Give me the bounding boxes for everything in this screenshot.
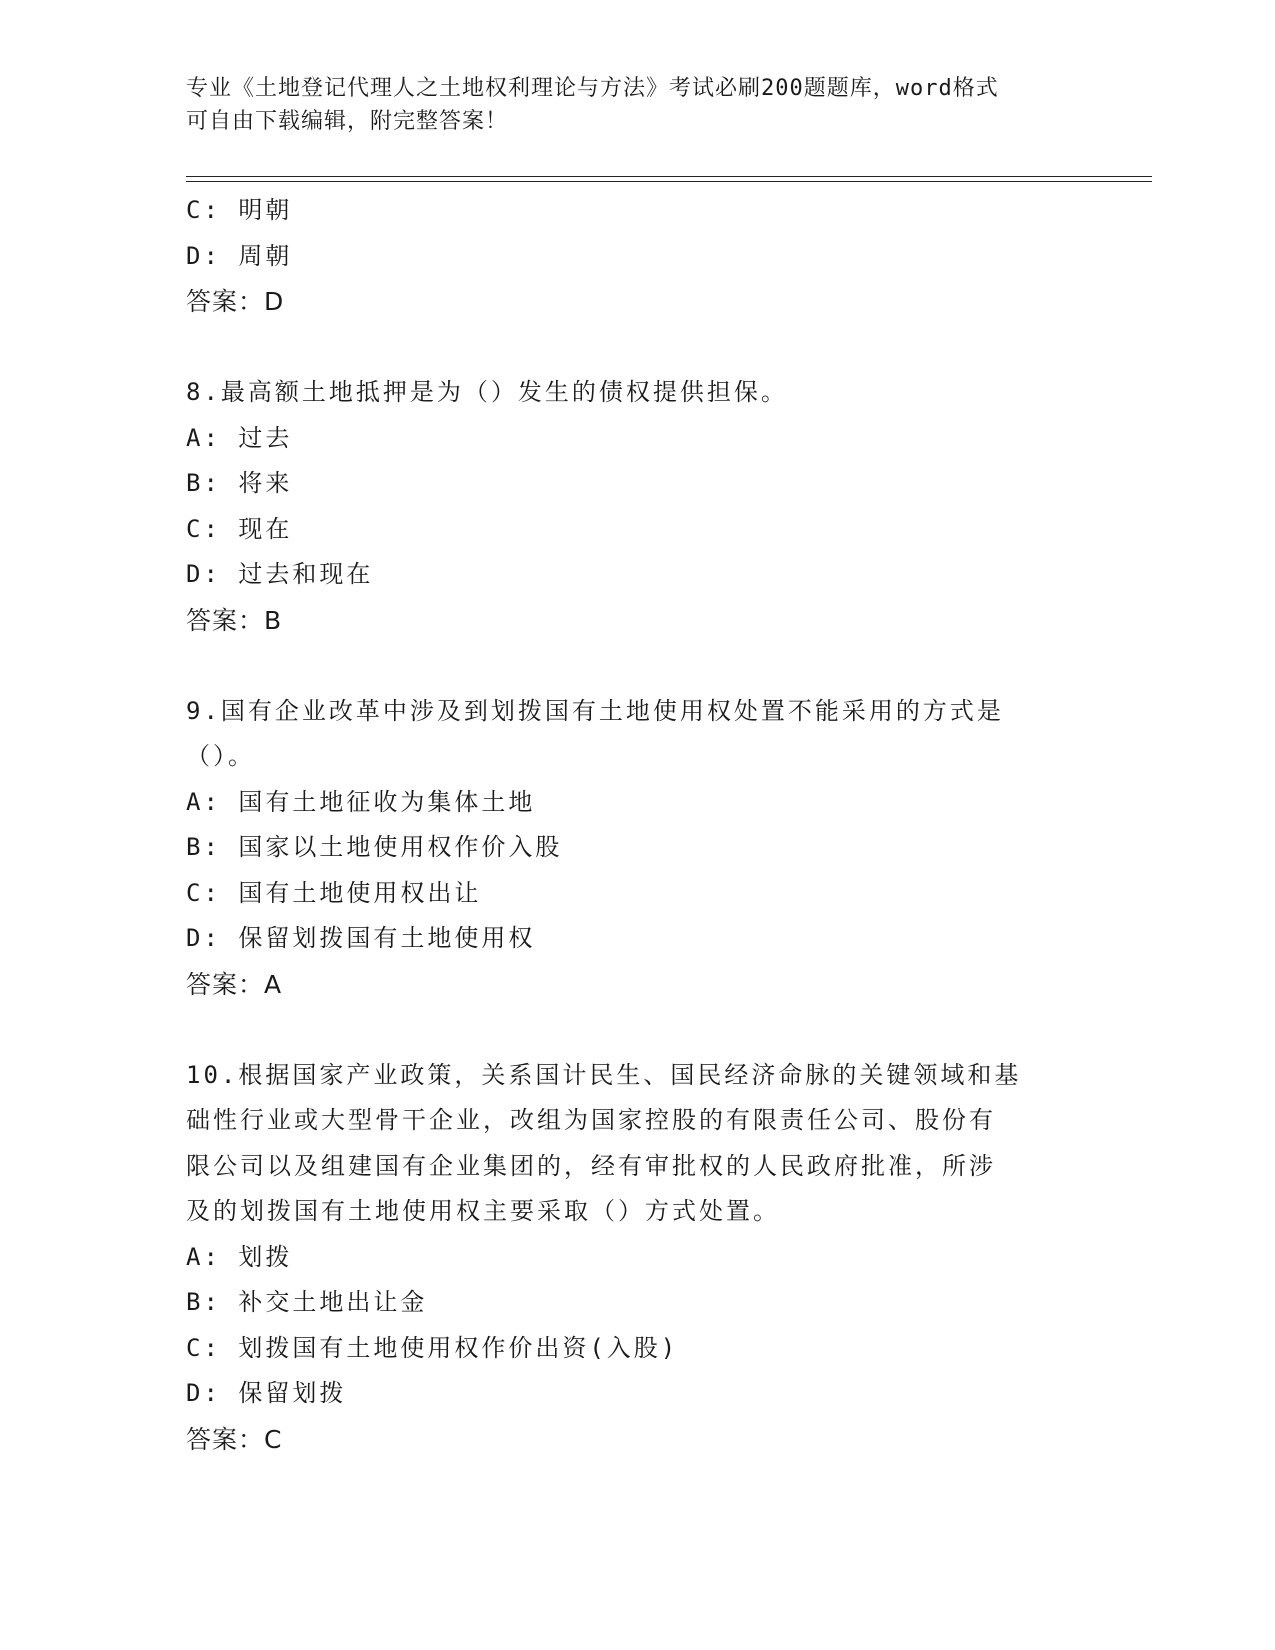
- option-d: D: 周朝: [186, 241, 293, 270]
- option-c: C: 划拨国有土地使用权作价出资(入股): [186, 1333, 679, 1362]
- option-b: B: 国家以土地使用权作价入股: [186, 833, 563, 861]
- option-a: A: 国有土地征收为集体土地: [186, 787, 536, 816]
- option-d: D: 保留划拨国有土地使用权: [186, 924, 536, 952]
- question-text: 限公司以及组建国有企业集团的，经有审批权的人民政府批准，所涉: [186, 1151, 996, 1180]
- question-text: 及的划拨国有土地使用权主要采取（）方式处置。: [186, 1197, 780, 1225]
- question-7-tail: [186, 188, 1086, 325]
- option-c: C: 现在: [186, 514, 293, 543]
- option-d: D: 过去和现在: [186, 560, 374, 588]
- option-b: B: 补交土地出让金: [186, 1288, 428, 1316]
- option-a: A: 划拨: [186, 1242, 293, 1271]
- option-c: C: 国有土地使用权出让: [186, 878, 482, 907]
- header-rule-bottom: [186, 181, 1152, 182]
- option-c: C: 明朝: [186, 196, 293, 224]
- question-text: 10.根据国家产业政策，关系国计民生、国民经济命脉的关键领域和基: [186, 1060, 1022, 1089]
- question-8: [186, 370, 1086, 643]
- question-text: 8.最高额土地抵押是为（）发生的债权提供担保。: [186, 378, 788, 406]
- header-line-2: 可自由下载编辑，附完整答案！: [186, 109, 509, 134]
- question-text: （）。: [186, 742, 255, 770]
- header-line-1: 专业《土地登记代理人之土地权利理论与方法》考试必刷200题题库，word格式: [186, 76, 999, 101]
- option-a: A: 过去: [186, 423, 293, 452]
- header-rule-top: [186, 176, 1152, 177]
- document-header: [186, 72, 1066, 138]
- answer-line: 答案：D: [186, 287, 285, 316]
- answer-line: 答案：A: [186, 969, 283, 999]
- option-b: B: 将来: [186, 469, 293, 497]
- question-text: 础性行业或大型骨干企业，改组为国家控股的有限责任公司、股份有: [186, 1106, 996, 1134]
- answer-line: 答案：C: [186, 1424, 283, 1454]
- question-text: 9.国有企业改革中涉及到划拨国有土地使用权处置不能采用的方式是: [186, 696, 1004, 725]
- document-body: [186, 188, 1086, 1462]
- option-d: D: 保留划拨: [186, 1379, 347, 1407]
- question-10: [186, 1053, 1086, 1463]
- question-9: [186, 689, 1086, 1008]
- answer-line: 答案：B: [186, 605, 283, 635]
